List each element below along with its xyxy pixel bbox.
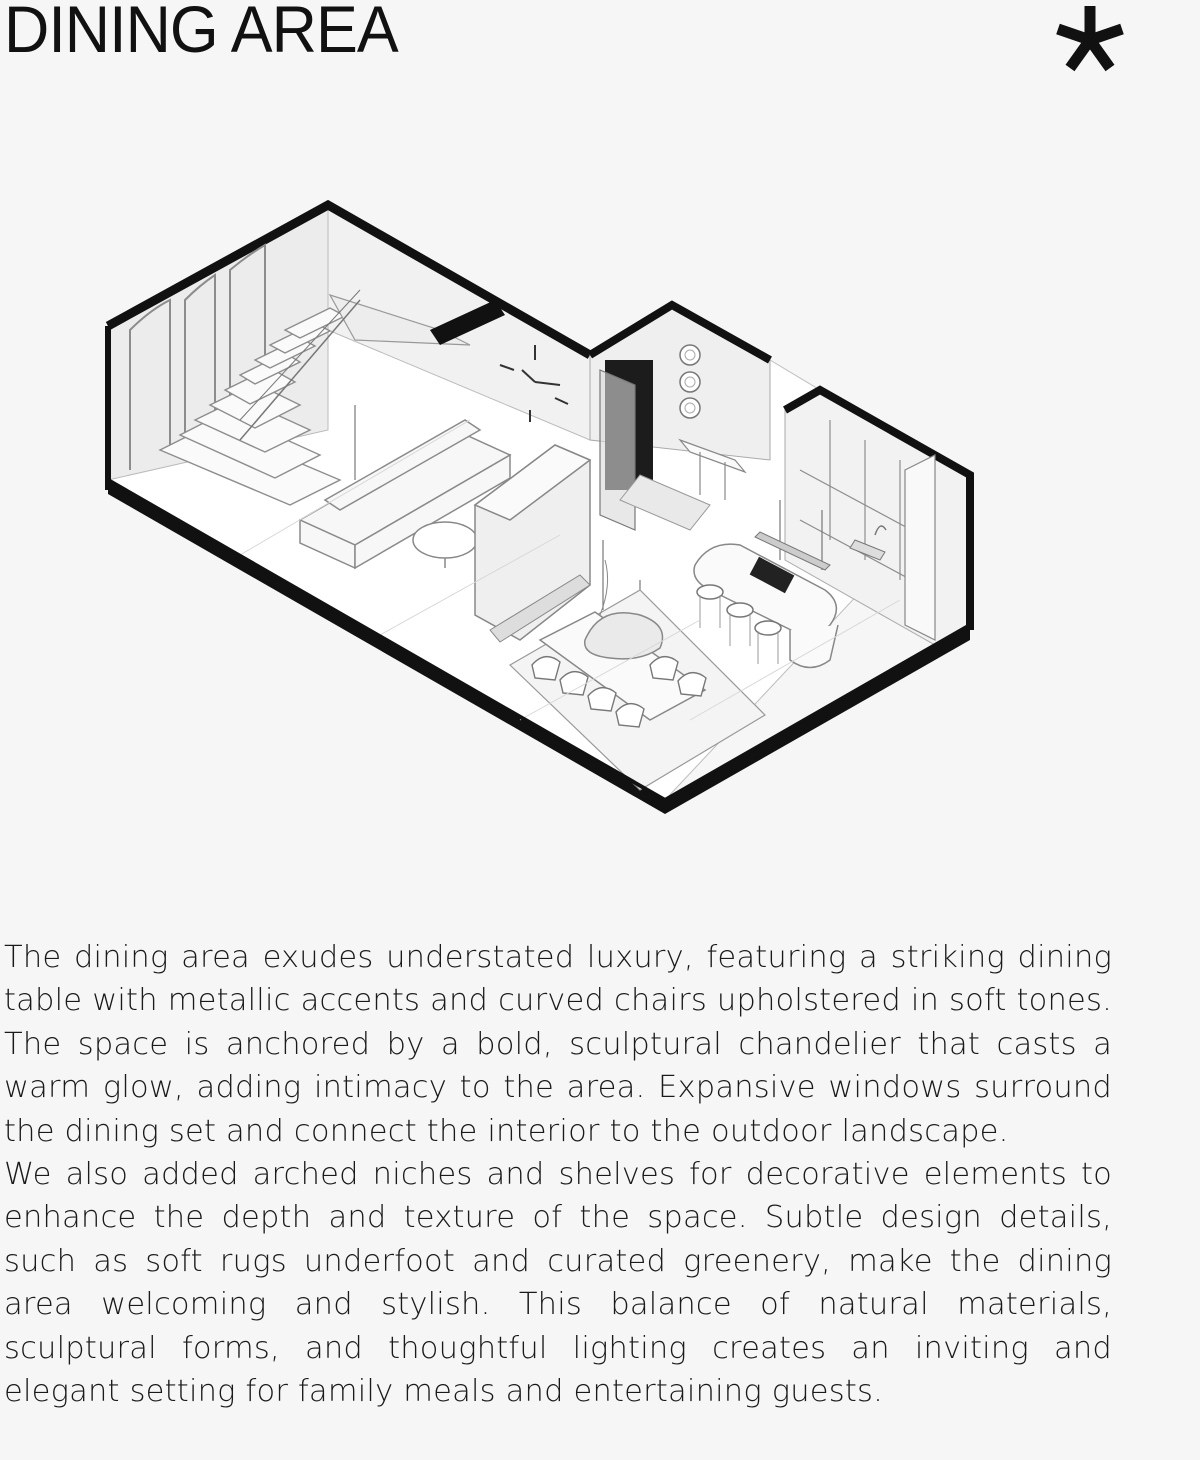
page-title: DINING AREA	[4, 0, 398, 66]
description-text	[4, 936, 1112, 1413]
description-paragraph-2: We also added arched niches and shelves for decorative elements to enhance the depth and texture of the space. Subtle design details, such as soft rugs underfoot and curated greenery, make the dining area welcoming and stylish. This balance of natural materials, sculptural forms, and thoughtful lighting creates an inviting and elegant setting for family meals and entertaining guests.	[4, 1157, 1112, 1410]
isometric-floor-plan-illustration	[0, 180, 1200, 840]
description-paragraph-1: The dining area exudes understated luxury, featuring a striking dining table with metallic accents and curved chairs upholstered in soft tones. The space is anchored by a bold, sculptural chandelier that casts a warm glow, adding intimacy to the area. Expansive windows surround the dining set and connect the interior to the outdoor landscape.	[4, 940, 1112, 1149]
asterisk-icon	[1050, 0, 1130, 80]
